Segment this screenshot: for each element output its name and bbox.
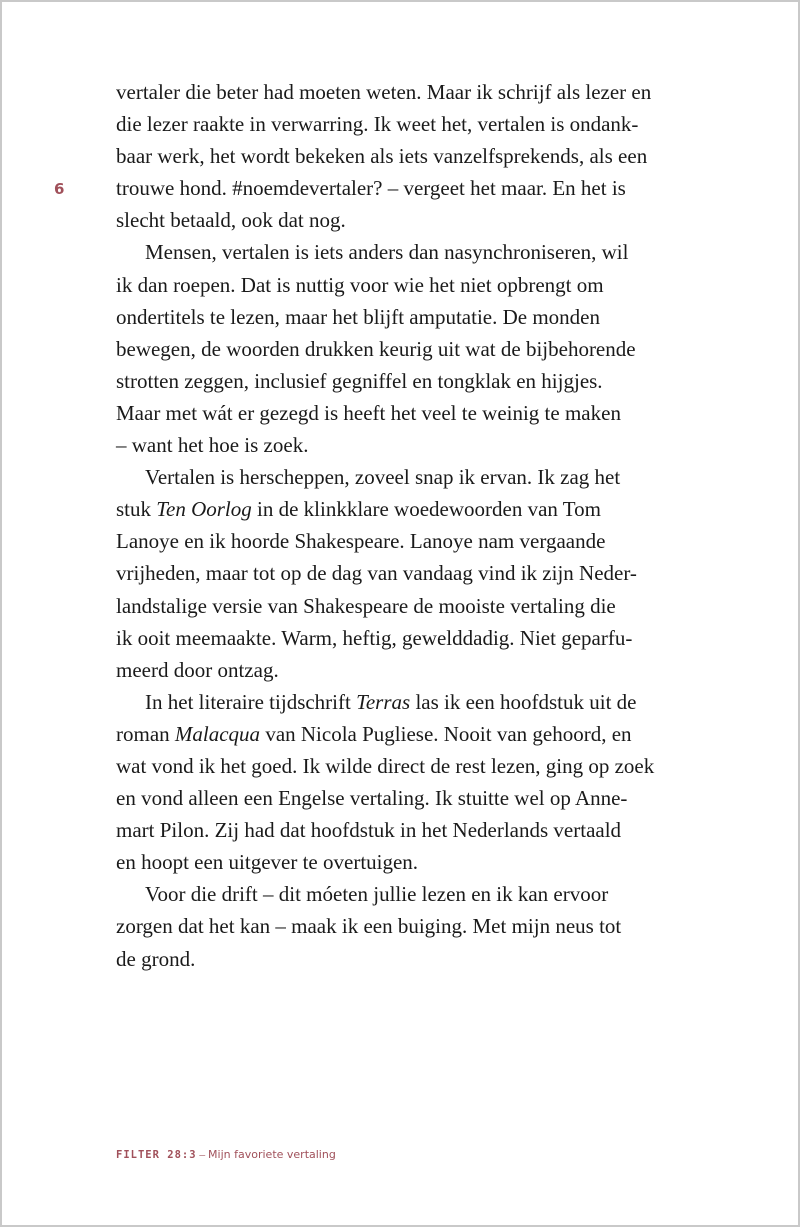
text-segment: Mensen, vertalen is iets anders dan nasynchroniseren, wil	[145, 240, 629, 265]
paragraph	[116, 686, 706, 879]
text-segment: vertaler die beter had moeten weten. Maar ik schrijf als lezer en	[116, 80, 652, 104]
text-segment: baar werk, het wordt bekeken als iets vanzelfsprekends, als een	[116, 144, 648, 169]
text-segment: en vond alleen een Engelse vertaling. Ik stuitte wel op Anne-	[116, 786, 628, 811]
text-segment: de grond.	[116, 946, 196, 971]
footer-separator: –	[196, 1149, 209, 1161]
text-line	[116, 140, 706, 172]
text-line	[116, 814, 706, 846]
text-line	[116, 622, 706, 654]
text-line	[116, 846, 706, 878]
text-segment: ik ooit meemaakte. Warm, heftig, gewelddadig. Niet geparfu-	[116, 625, 633, 650]
text-line	[116, 878, 706, 910]
text-line	[116, 654, 706, 686]
text-segment: In het literaire tijdschrift	[145, 689, 357, 714]
text-segment: vrijheden, maar tot op de dag van vandaag vind ik zijn Neder-	[116, 561, 637, 586]
page-number: 6	[54, 180, 65, 198]
text-segment: landstalige versie van Shakespeare de mooiste vertaling die	[116, 593, 616, 618]
text-segment: in de klinkklare woedewoorden van Tom	[251, 497, 601, 522]
text-segment: die lezer raakte in verwarring. Ik weet het, vertalen is ondank-	[116, 112, 639, 137]
text-segment: ik dan roepen. Dat is nuttig voor wie het niet opbrengt om	[116, 272, 604, 297]
text-segment: ondertitels te lezen, maar het blijft amputatie. De monden	[116, 304, 600, 329]
running-footer	[116, 1148, 336, 1161]
text-line	[116, 429, 706, 461]
italic-title: Malacqua	[174, 721, 261, 746]
text-line	[116, 333, 706, 365]
text-segment: mart Pilon. Zij had dat hoofdstuk in het Nederlands vertaald	[116, 818, 622, 843]
text-line	[116, 782, 706, 814]
body-text	[116, 76, 706, 975]
text-line	[116, 910, 706, 942]
text-segment: las ik een hoofdstuk uit de	[410, 689, 637, 714]
text-segment: van Nicola Pugliese. Nooit van gehoord, en	[260, 721, 632, 746]
text-line	[116, 236, 706, 268]
text-segment: Vertalen is herscheppen, zoveel snap ik ervan. Ik zag het	[145, 465, 621, 490]
text-line	[116, 750, 706, 782]
text-segment: slecht betaald, ook dat nog.	[116, 208, 346, 233]
text-segment: strotten zeggen, inclusief gegniffel en tongklak en hijgjes.	[116, 368, 603, 393]
italic-title: Ten Oorlog	[156, 497, 252, 522]
text-segment: roman	[116, 721, 175, 746]
footer-title: Mijn favoriete vertaling	[208, 1148, 336, 1161]
text-segment: stuk	[116, 497, 157, 522]
text-line	[116, 397, 706, 429]
paragraph	[116, 461, 706, 686]
text-line	[116, 108, 706, 140]
text-segment: wat vond ik het goed. Ik wilde direct de rest lezen, ging op zoek	[116, 753, 655, 778]
text-line	[116, 686, 706, 718]
paragraph	[116, 76, 706, 236]
text-segment: Lanoye en ik hoorde Shakespeare. Lanoye nam vergaande	[116, 529, 606, 554]
text-line	[116, 269, 706, 301]
text-segment: Maar met wát er gezegd is heeft het veel te weinig te maken	[116, 400, 621, 425]
text-segment: Voor die drift – dit móeten jullie lezen en ik kan ervoor	[145, 882, 609, 907]
text-line	[116, 301, 706, 333]
paragraph	[116, 236, 706, 461]
text-line	[116, 525, 706, 557]
text-segment: trouwe hond. #noemdevertaler? – vergeet het maar. En het is	[116, 176, 626, 201]
text-segment: en hoopt een uitgever te overtuigen.	[116, 850, 419, 875]
paragraph	[116, 878, 706, 974]
text-line	[116, 493, 706, 525]
text-line	[116, 461, 706, 493]
text-line	[116, 557, 706, 589]
text-line	[116, 204, 706, 236]
italic-title: Terras	[356, 689, 411, 714]
text-segment: bewegen, de woorden drukken keurig uit wat de bijbehorende	[116, 336, 636, 361]
text-line	[116, 365, 706, 397]
text-segment: – want het hoe is zoek.	[116, 433, 309, 458]
text-line	[116, 590, 706, 622]
text-line	[116, 76, 706, 108]
text-line	[116, 718, 706, 750]
text-line	[116, 943, 706, 975]
text-line	[116, 172, 706, 204]
footer-journal: FILTER 28:3	[116, 1149, 197, 1161]
text-segment: meerd door ontzag.	[116, 657, 279, 682]
text-segment: zorgen dat het kan – maak ik een buiging. Met mijn neus tot	[116, 914, 622, 939]
